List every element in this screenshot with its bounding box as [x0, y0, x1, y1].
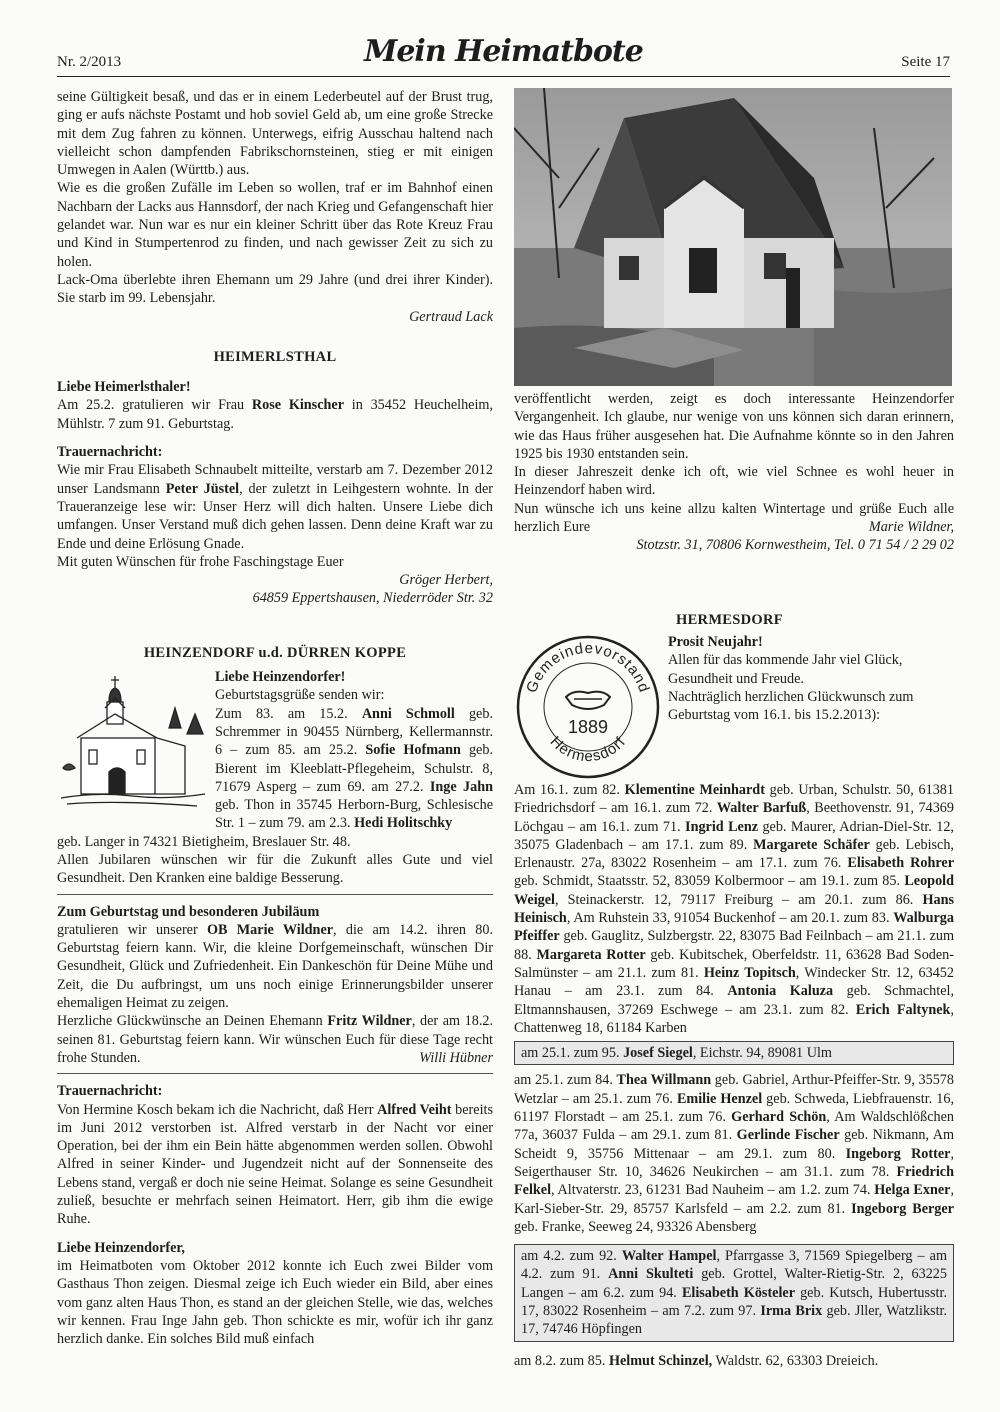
- birthday-note: Am 25.2. gratulieren wir Frau Rose Kinscher in 35452 Heuchelheim, Mühlstr. 7 zum 91. Geburtstag.: [57, 397, 493, 432]
- svg-text:Gemeindevorstand: Gemeindevorstand: [523, 639, 653, 696]
- signature: Marie Wildner,: [868, 519, 954, 536]
- page-header: [57, 34, 950, 74]
- wishes: Mit guten Wünschen für frohe Faschingstage Euer: [57, 553, 344, 570]
- issue-number: Nr. 2/2013: [57, 54, 122, 70]
- obituary-heading: Trauernachricht:: [57, 444, 163, 461]
- masthead-logo: Mein Heimatbote: [364, 34, 643, 69]
- section-heading-heinzendorf: HEINZENDORF u.d. DÜRREN KOPPE: [143, 644, 407, 661]
- signature: Gröger Herbert,: [399, 572, 493, 589]
- highlight-box: am 25.1. zum 95. Josef Siegel, Eichstr. 94, 89081 Ulm: [514, 1041, 954, 1065]
- church-drawing: [57, 668, 207, 818]
- letter-heading: Liebe Heinzendorfer,: [57, 1239, 185, 1256]
- birthday-intro: Geburtstagsgrüße senden wir:: [215, 687, 385, 704]
- birthday-list-end: geb. Langer in 74321 Bietigheim, Breslauer Str. 48.: [57, 833, 351, 850]
- page-number: Seite 17: [901, 54, 950, 70]
- paragraph: Wie es die großen Zufälle im Leben so wollen, traf er im Bahnhof einen Nachbarn der Lacks aus Hannsdorf, der nach Krieg und Gefangenschaft hier gelandet war. Nun war es nur ein kleiner Schritt über das Rote Kreuz Frau und Kind in Stumpertenrod zu finden, und nach gewisser Zeit zu sich zu holen.: [57, 180, 493, 270]
- obituary-heading: Trauernachricht:: [57, 1083, 163, 1100]
- article-continuation: seine Gültigkeit besaß, und das er in einem Lederbeutel auf der Brust trug, ging er aufs nächste Postamt und hob soviel Geld ab, um eine große Strecke mit dem Zug fahren zu können. Unterwegs, eifrig Ausschau haltend nach vielleicht schon dampfenden Fabrikschornsteinen, stieg er mit einigen Umwegen in Aalen (Württb.) aus.: [57, 89, 493, 179]
- municipal-stamp: [514, 633, 662, 781]
- stamp-side-text: [668, 633, 954, 781]
- birthday-list: Am 16.1. zum 82. Klementine Meinhardt geb. Urban, Schulstr. 50, 61381 Friedrichsdorf – am 16.1. zum 72. Walter Barfuß, Beethovenstr. 91, 74369 Löchgau – am 16.1. zum 71. Ingrid Lenz geb. Maurer, Adrian-Diel-Str. 12, 35075 Gladenbach – am 17.1. zum 89. Margarete Schäfer geb. Lebisch, Erlenaustr. 27a, 83022 Rosenheim – am 17.1. zum 76. Elisabeth Rohrer geb. Schmidt, Staatsstr. 52, 83059 Kolbermoor – am 19.1. zum 85. Leopold Weigel, Steinackerstr. 12, 79117 Freiburg – am 20.1. zum 86. Hans Heinisch, Am Ruhstein 33, 91054 Buckenhof – am 20.1. zum 83. Walburga Pfeiffer geb. Gauglitz, Sulzbergstr. 22, 83075 Bad Feilnbach – am 21.1. zum 88. Margareta Rotter geb. Kubitschek, Oberfeldstr. 11, 63628 Bad Soden-Salmünster – am 21.1. zum 81. Heinz Topitsch, Windecker Str. 12, 63452 Hanau – am 23.1. zum 84. Antonia Kaluza geb. Schmachtel, Eltmannshausen, 37269 Eschwege – am 23.1. zum 82. Erich Faltynek, Chattenweg 18, 61184 Karben: [514, 781, 954, 1036]
- paragraph: Lack-Oma überlebte ihren Ehemann um 29 Jahre (und drei ihrer Kinder). Sie starb im 99. Lebensjahr.: [57, 271, 493, 307]
- greeting: Prosit Neujahr!: [668, 633, 763, 650]
- church-icon: [57, 668, 207, 818]
- birthday-list-end: am 8.2. zum 85. Helmut Schinzel, Waldstr. 62, 63303 Dreieich.: [514, 1352, 879, 1369]
- jubilee-text: gratulieren wir unserer OB Marie Wildner, die am 14.2. ihren 80. Geburtstag feiern kann. Wir, die kleine Dorfgemeinschaft, wünschen Dir Gesundheit, Glück und Zufriedenheit. Ein Dankeschön für Deine Mühe und Zeit, die Du aufbringst, um uns noch einige Erinnerungsbilder unserer ehemaligen Heimat zu zeigen.: [57, 921, 493, 1012]
- article-continuation: veröffentlicht werden, zeigt es doch interessante Heinzendorfer Vergangenheit. Ich glaube, nur wenige von uns können sich daran erinnern, wie das Haus früher ausgesehen hat. Die Aufnahme könnte so in den Jahren 1925 bis 1930 entstanden sein.: [514, 391, 954, 462]
- paragraph: Allen für das kommende Jahr viel Glück, Gesundheit und Freude.: [668, 652, 903, 687]
- jubilee-text: Herzliche Glückwünsche an Deinen Ehemann Fritz Wildner, der am 18.2. seinen 81. Geburtstag feiern kann. Wir wünschen Euch für diese Tage recht frohe Stunden. Willi Hübner: [57, 1013, 494, 1066]
- obituary-text: Von Hermine Kosch bekam ich die Nachricht, daß Herr Alfred Veiht bereits im Juni 2012 verstorben ist. Alfred verstarb in der Nacht vor einer Operation, bei der ihm ein Bein hätte abgenommen werden sollen. Obwohl Alfred in seiner Kinder- und Jugendzeit nicht auf der Sonnenseite des Lebens stand, vergaß er doch nie seine Heimat. Solange es seine Gesundheit zuließ, besuchte er mehrfach seinen Heimatort. Herr, gib ihm die ewige Ruhe.: [57, 1101, 493, 1228]
- obituary-text: Wie mir Frau Elisabeth Schnaubelt mitteilte, verstarb am 7. Dezember 2012 unser Landsmann Peter Jüstel, der zuletzt in Leihgestern wohnte. In der Traueranzeige lese wir: Unser Herz will dich halten. Unsere Liebe dich umfangen. Unser Verstand muß dich gehen lassen. Denn deine Kraft war zu Ende und deine Erlösung Gnade.: [57, 462, 493, 552]
- wishes: Allen Jubilaren wünschen wir für die Zukunft alles Gute und viel Gesundheit. Den Kranken eine baldige Besserung.: [57, 851, 493, 887]
- signature: Gertraud Lack: [409, 308, 493, 325]
- section-heading-hermesdorf: HERMESDORF: [676, 611, 783, 628]
- svg-text:Hermesdorf: Hermesdorf: [546, 733, 630, 766]
- stamp-block: [514, 633, 954, 781]
- church-block: [57, 668, 493, 833]
- paragraph: Nun wünsche ich uns keine allzu kalten Wintertage und grüße Euch alle herzlich Eure Marie Wildner,: [514, 500, 954, 536]
- paragraph: Nachträglich herzlichen Glückwunsch zum Geburtstag vom 16.1. bis 15.2.2013):: [668, 688, 914, 724]
- house-photo-image: [514, 88, 952, 386]
- signature-address: 64859 Eppertshausen, Niederröder Str. 32: [252, 590, 493, 607]
- stamp-icon: [514, 633, 662, 781]
- jubilee-heading: Zum Geburtstag und besonderen Jubiläum: [57, 903, 320, 920]
- letter-text: im Heimatboten vom Oktober 2012 konnte ich Euch zwei Bilder vom Gasthaus Thon zeigen. Diesmal zeige ich Euch wieder ein Bild, aber eines vom ganz alten Haus Thon, es stand an der gleichen Stelle, wie das, welches wir kennen. Frau Inge Jahn geb. Thon schickte es mir, wofür ich ihr ganz herzlich danke. Ein solches Bild muß einfach: [57, 1257, 493, 1348]
- birthday-list: Zum 83. am 15.2. Anni Schmoll geb. Schremmer in 90455 Nürnberg, Kellermannstr. 6 – zum 85. am 25.2. Sofie Hofmann geb. Bierent im Kleeblatt-Pflegeheim, Schulstr. 8, 71679 Asperg – zum 69. am 27.2. Inge Jahn geb. Thon in 35745 Herborn-Burg, Schlesische Str. 1 – zum 79. am 2.3. Hedi Holitschky: [215, 705, 493, 832]
- house-photo: [514, 88, 952, 386]
- divider: [57, 894, 493, 895]
- signature-address: Stotzstr. 31, 70806 Kornwestheim, Tel. 0 71 54 / 2 29 02: [636, 537, 954, 554]
- svg-text:1889: 1889: [567, 716, 609, 737]
- birthday-list: am 25.1. zum 84. Thea Willmann geb. Gabriel, Arthur-Pfeiffer-Str. 9, 35578 Wetzlar – am 25.1. zum 76. Emilie Henzel geb. Schweda, Liebfrauenstr. 16, 61197 Florstadt – am 25.1. zum 76. Gerhard Schön, Am Waldschlößchen 77a, 36037 Fulda – am 29.1. zum 81. Gerlinde Fischer geb. Nikmann, Am Scheidt 9, 35756 Mittenaar – am 29.1. zum 80. Ingeborg Rotter, Seigerthauser Str. 10, 34626 Neukirchen – am 31.1. zum 78. Friedrich Felkel, Altvaterstr. 23, 61231 Bad Nauheim – am 1.2. zum 74. Helga Exner, Karl-Sieber-Str. 29, 85757 Karlsfeld – am 2.2. zum 81. Ingeborg Berger geb. Franke, Seeweg 24, 93326 Abensberg: [514, 1072, 954, 1235]
- divider: [57, 1073, 493, 1074]
- section-heading-heimerlsthal: HEIMERLSTHAL: [213, 348, 337, 365]
- greeting: Liebe Heimerlsthaler!: [57, 379, 191, 396]
- greeting: Liebe Heinzendorfer!: [215, 669, 346, 686]
- church-side-text: [215, 668, 493, 833]
- paragraph: In dieser Jahreszeit denke ich oft, wie viel Schnee es wohl heuer in Heinzendorf haben wird.: [514, 464, 954, 499]
- signature: Willi Hübner: [419, 1049, 493, 1066]
- header-rule: [57, 76, 950, 77]
- highlight-box: am 4.2. zum 92. Walter Hampel, Pfarrgasse 3, 71569 Spiegelberg – am 4.2. zum 91. Anni Skulteti geb. Grottel, Walter-Rietig-Str. 2, 63225 Langen – am 6.2. zum 94. Elisabeth Kösteler geb. Kutsch, Hubertusstr. 17, 83022 Rosenheim – am 7.2. zum 97. Irma Brix geb. Jller, Watzlikstr. 17, 74746 Höpfingen: [514, 1244, 954, 1341]
- right-column: [514, 88, 954, 1370]
- left-column: [57, 88, 493, 1348]
